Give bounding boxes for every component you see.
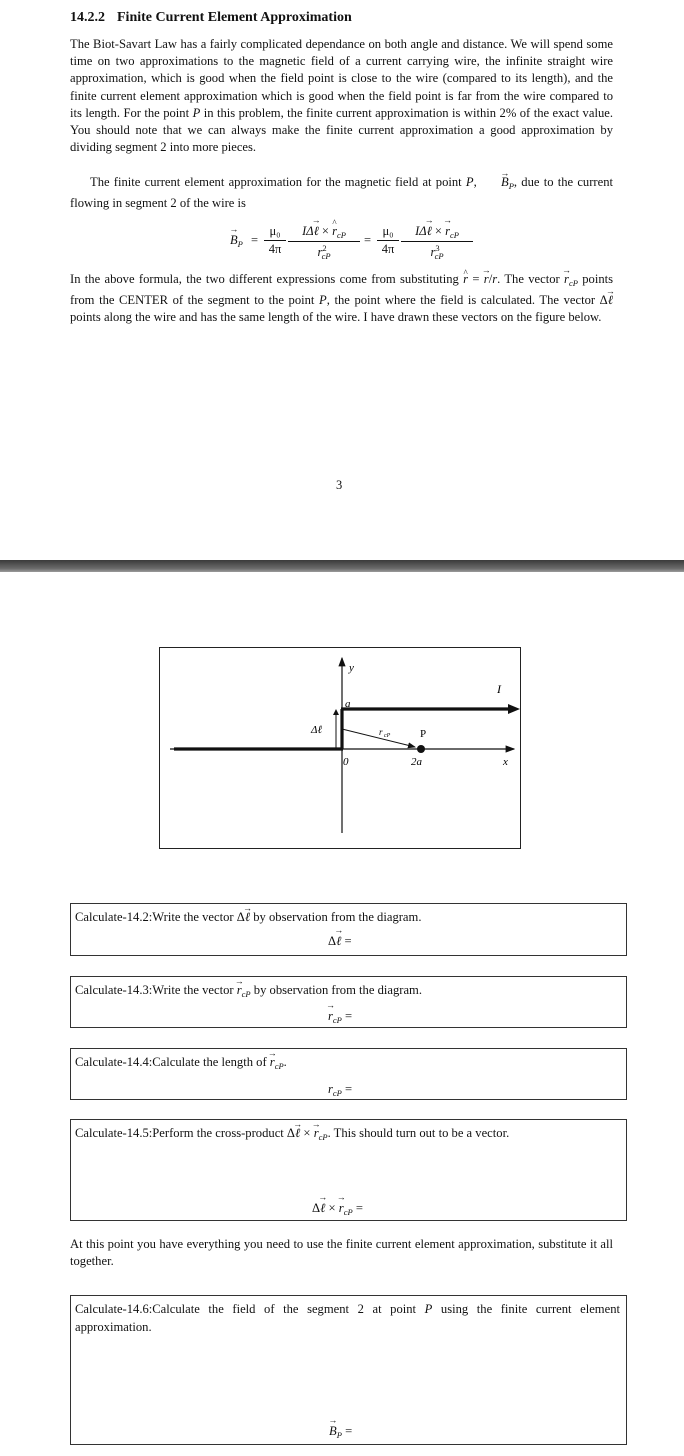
equals: = — [472, 272, 480, 286]
r-hat-sub: cP — [336, 230, 346, 240]
comma: , — [473, 175, 477, 189]
point-p-symbol: P — [424, 1302, 433, 1316]
explanation-paragraph — [70, 271, 613, 327]
cross-sign: × — [328, 1201, 336, 1215]
r-scalar: r — [317, 245, 323, 259]
dl-vector: → ℓ — [608, 292, 613, 309]
equals: = — [355, 1201, 363, 1215]
r-vector: → r — [484, 271, 489, 288]
calc-box-14-4[interactable] — [70, 1048, 627, 1100]
point-p-symbol: P — [319, 293, 327, 308]
calc-prompt-text: Calculate-14.3:Write the vector — [75, 983, 237, 997]
formula-equals-2: = — [364, 233, 372, 247]
rcp-sub: cP — [274, 1061, 284, 1071]
point-p-label: P — [420, 728, 427, 740]
equals: = — [345, 1424, 353, 1438]
cross-sign: × — [321, 224, 329, 238]
r-sub: cP — [321, 251, 331, 261]
rcp-vector: → r — [314, 1125, 319, 1143]
calc-prompt-14-6 — [75, 1301, 620, 1336]
page-separator — [0, 560, 684, 572]
formula-fraction-mu-2 — [377, 224, 399, 257]
formula-fraction-cube — [401, 224, 473, 261]
intro-paragraph-post: in this problem, the finite current approximation is within 2% of the exact value. You should note that we can always make the finite current approximation a good approximation by dividing segment 2 into more pieces. — [70, 105, 613, 155]
explanation-e: points along the wire and has the same length of the wire. I have drawn these vectors on the figure below. — [70, 310, 602, 325]
r-vector: → r — [445, 224, 450, 239]
r-sub: cP — [434, 251, 444, 261]
slash: / — [488, 272, 493, 286]
y-axis-label: y — [349, 662, 354, 674]
explanation-d: , the point where the field is calculated. The vector Δ — [326, 293, 608, 308]
calc-box-14-5[interactable] — [70, 1119, 627, 1221]
rcp-sub: cP — [332, 1015, 342, 1025]
explanation-b: . The vector — [497, 272, 560, 286]
substitute-paragraph: At this point you have everything you need to use the finite current element approximation, substitute it all together. — [70, 1237, 613, 1269]
dl-label: Δℓ — [311, 724, 323, 736]
r-scalar: r — [328, 1082, 333, 1096]
r-scalar: r — [430, 245, 436, 259]
dl-vector: → ℓ — [314, 224, 319, 239]
formula-square-denominator — [288, 242, 360, 261]
finite-element-pre: The finite current element approximation for the magnetic field at point — [90, 175, 462, 189]
cross-sign: × — [300, 1126, 314, 1140]
finite-element-post: , due to the current flowing in segment 2 of the wire is — [70, 175, 613, 211]
calc-prompt-14-4 — [75, 1054, 620, 1076]
formula-fraction-square — [288, 224, 360, 261]
equals: = — [344, 934, 352, 948]
mu-zero: μ₀ — [264, 224, 286, 241]
current-delta: IΔ — [302, 224, 314, 238]
formula-fraction-mu — [264, 224, 286, 257]
page-top — [0, 0, 684, 560]
formula-equals-1: = — [251, 233, 259, 247]
power-three: 3 — [435, 243, 440, 253]
r-hat: ^ r — [463, 271, 468, 288]
rcp-vector: → r — [564, 271, 569, 288]
point-p-symbol: P — [465, 175, 474, 189]
rcp-vector: → r — [328, 1009, 333, 1024]
x-axis-label: x — [503, 756, 508, 768]
rcp-sub: cP — [241, 989, 251, 999]
current-direction-arrow — [508, 704, 520, 714]
origin-label: 0 — [343, 756, 349, 768]
dl-vector: → ℓ — [427, 224, 432, 239]
equals: = — [345, 1082, 353, 1096]
a-label: a — [345, 698, 351, 710]
four-pi: 4π — [268, 242, 282, 256]
dl-vector: → ℓ — [245, 909, 250, 927]
rcp-sub: cP — [332, 1088, 342, 1098]
equals: = — [345, 1009, 353, 1023]
calc-prompt-text: Calculate-14.6:Calculate the field of the segment 2 at point — [75, 1302, 425, 1316]
explanation-a: In the above formula, the two different expressions come from substituting — [70, 272, 459, 286]
calc-prompt-text: Calculate-14.5:Perform the cross-product Δ — [75, 1126, 296, 1140]
r-vector-sub: cP — [449, 230, 459, 240]
section-number: 14.2.2 — [70, 10, 105, 25]
dl-vector: → ℓ — [336, 934, 341, 949]
b-subscript: P — [336, 1430, 342, 1440]
calc-prompt-14-3 — [75, 982, 620, 1004]
wire-diagram — [159, 647, 521, 849]
formula-cube-denominator — [401, 242, 473, 261]
calc-prompt-text-end: using the finite current element approximation. — [75, 1302, 620, 1334]
biot-savart-formula — [230, 222, 470, 262]
calc-prompt-text-end: . — [283, 1055, 287, 1069]
rcp-vector: → r — [339, 1201, 344, 1216]
b-vector-symbol: → B — [481, 174, 509, 191]
rcp-label-sub: cP — [384, 733, 391, 739]
r-hat: ^ r — [332, 224, 337, 239]
rcp-label: r — [379, 727, 383, 737]
calc-prompt-text-end: . This should turn out to be a vector. — [327, 1126, 510, 1140]
four-pi: 4π — [381, 242, 395, 256]
calc-prompt-text-end: by observation from the diagram. — [250, 983, 422, 997]
formula-b-vector: → B — [230, 233, 238, 248]
explanation-c: points from the CENTER of the segment to the point — [70, 272, 614, 308]
intro-paragraph-pre: For the point — [123, 105, 190, 120]
rcp-sub: cP — [568, 278, 578, 288]
formula-lhs — [230, 233, 243, 249]
rcp-sub: cP — [318, 1132, 328, 1142]
delta-symbol: Δ — [312, 1201, 321, 1215]
formula-b-sub: P — [237, 239, 243, 249]
rcp-vector: → r — [237, 982, 242, 1000]
dl-vector: → ℓ — [295, 1125, 300, 1143]
r-scalar: r — [492, 272, 498, 286]
page-number: 3 — [336, 478, 343, 492]
rcp-sub: cP — [343, 1207, 353, 1217]
current-delta: IΔ — [415, 224, 427, 238]
intro-paragraph-text: The Biot-Savart Law has a fairly complicated dependance on both angle and distance. We will spend some time on two approximations to the magnetic field of a current carrying wire, the infinite straight wire approximation, which is good when the field point is close to the wire (compared to its length), and the finite current element approximation which is good when the field point is far from the wire compared to its length. — [70, 37, 613, 120]
b-vector-symbol: → B — [329, 1424, 337, 1439]
point-p-dot — [417, 745, 425, 753]
wire-diagram-svg — [160, 648, 520, 848]
point-p-symbol: P — [192, 105, 201, 120]
section-title — [70, 10, 352, 26]
page-bottom — [0, 572, 684, 1456]
current-label: I — [497, 682, 501, 696]
dl-vector: → ℓ — [320, 1201, 325, 1216]
section-title-text: Finite Current Element Approximation — [117, 10, 352, 25]
rcp-vector: → r — [270, 1054, 275, 1072]
calc-prompt-14-5 — [75, 1125, 620, 1147]
calc-box-14-2[interactable] — [70, 903, 627, 956]
calc-answer-14-4[interactable] — [328, 1082, 352, 1098]
calc-box-14-3[interactable] — [70, 976, 627, 1028]
calc-answer-14-2[interactable] — [328, 934, 352, 949]
formula-cube-numerator — [401, 224, 473, 242]
calc-prompt-text: Calculate-14.4:Calculate the length of — [75, 1055, 270, 1069]
calc-answer-14-6[interactable] — [329, 1424, 352, 1440]
cross-sign: × — [434, 224, 442, 238]
two-a-label: 2a — [411, 756, 422, 768]
power-two: 2 — [322, 243, 327, 253]
intro-paragraph — [70, 36, 613, 156]
calc-answer-14-3[interactable] — [328, 1009, 352, 1025]
delta-symbol: Δ — [328, 934, 337, 948]
calc-box-14-6[interactable] — [70, 1295, 627, 1445]
mu-zero: μ₀ — [377, 224, 399, 241]
calc-prompt-14-2 — [75, 909, 620, 927]
calc-prompt-text-end: by observation from the diagram. — [250, 910, 422, 924]
calc-answer-14-5[interactable] — [312, 1201, 363, 1217]
calc-prompt-text: Calculate-14.2:Write the vector Δ — [75, 910, 245, 924]
b-subscript: P — [508, 181, 514, 191]
formula-square-numerator — [288, 224, 360, 242]
finite-element-paragraph — [70, 174, 613, 212]
